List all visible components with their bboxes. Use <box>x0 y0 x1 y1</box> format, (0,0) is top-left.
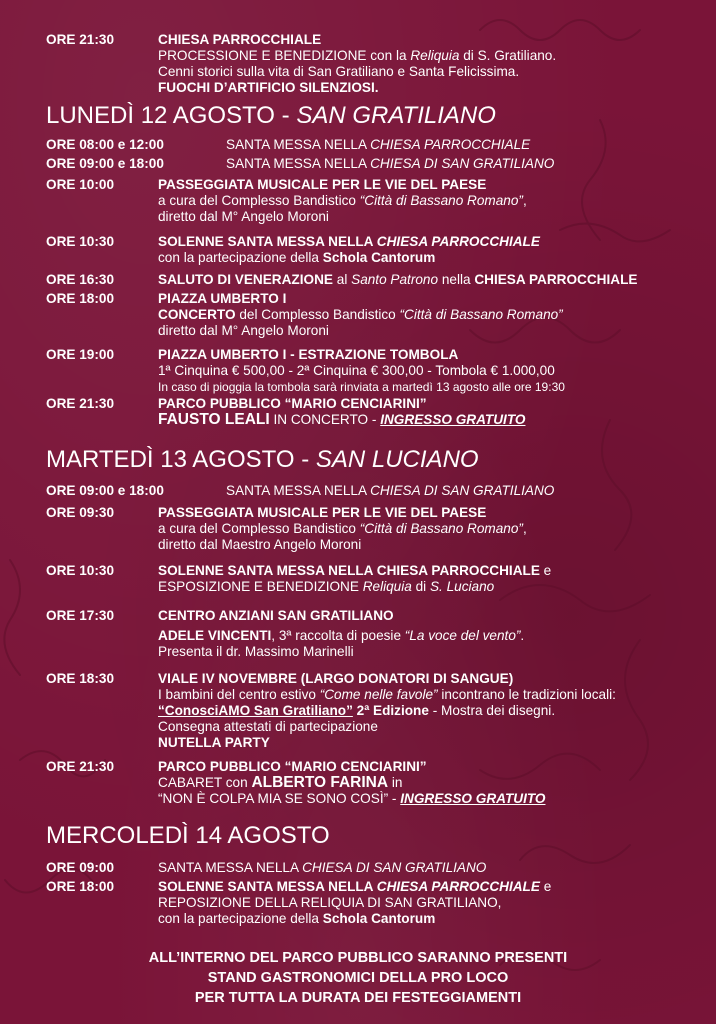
text-segment: 2ª Edizione <box>352 703 429 718</box>
event-line: diretto dal M° Angelo Moroni <box>158 209 329 224</box>
text-segment: PROCESSIONE E BENEDIZIONE con la <box>158 48 411 63</box>
event-line: Consegna attestati di partecipazione <box>158 719 378 734</box>
event-line <box>158 250 540 266</box>
event-title <box>158 563 551 579</box>
text-segment: CHIESA PARROCCHIALE <box>376 879 540 894</box>
event-content <box>158 347 565 395</box>
event-line <box>158 687 616 703</box>
footer-notice <box>0 948 716 1008</box>
event-time: ORE 18:00 <box>46 291 115 306</box>
event-line <box>158 193 527 209</box>
footer-line: PER TUTTA LA DURATA DEI FESTEGGIAMENTI <box>194 990 522 1006</box>
text-segment: , 3ª raccolta di poesie <box>271 628 405 643</box>
event-content <box>226 156 554 172</box>
event-line: FUOCHI D’ARTIFICIO SILENZIOSI. <box>158 80 379 95</box>
text-segment: e <box>539 879 552 894</box>
event-time: ORE 18:00 <box>46 879 115 894</box>
text-segment: a cura del Complesso Bandistico <box>158 521 360 536</box>
event-line: In caso di pioggia la tombola sarà rinviata a martedì 13 agosto alle ore 19:30 <box>158 380 565 394</box>
event-line <box>158 791 545 807</box>
event-content <box>158 671 616 751</box>
event-content <box>158 32 556 96</box>
event-title: PARCO PUBBLICO “MARIO CENCIARINI” <box>158 759 427 774</box>
event-line: NUTELLA PARTY <box>158 735 270 750</box>
event-content <box>158 879 551 927</box>
event-line <box>158 48 556 64</box>
event-title <box>158 234 540 250</box>
event-content <box>158 291 563 339</box>
event-line <box>158 775 545 791</box>
event-time: ORE 21:30 <box>46 396 115 411</box>
text-segment: al <box>332 272 352 287</box>
text-segment: Reliquia <box>410 48 460 63</box>
event-time: ORE 18:30 <box>46 671 115 686</box>
text-segment: CHIESA DI SAN GRATILIANO <box>370 483 555 498</box>
text-segment: SOLENNE SANTA MESSA NELLA CHIESA PARROCCHIALE <box>158 563 540 578</box>
text-segment: “Città di Bassano Romano” <box>359 193 523 208</box>
event-line: Presenta il dr. Massimo Marinelli <box>158 644 354 659</box>
text-segment: , <box>522 521 527 536</box>
text-segment: con la partecipazione della <box>158 911 323 926</box>
event-time: ORE 17:30 <box>46 608 115 623</box>
event-time: ORE 10:30 <box>46 234 115 249</box>
event-time: ORE 21:30 <box>46 759 115 774</box>
event-content <box>158 177 527 225</box>
event-content <box>158 563 551 595</box>
text-segment: “La voce del vento” <box>404 628 521 643</box>
day-heading <box>46 102 496 130</box>
text-segment: CHIESA DI SAN GRATILIANO <box>370 156 555 171</box>
text-segment: S. Luciano <box>429 579 495 594</box>
event-content <box>158 759 545 807</box>
text-segment: . <box>520 628 525 643</box>
event-line: REPOSIZIONE DELLA RELIQUIA DI SAN GRATILIANO, <box>158 895 502 910</box>
text-segment: del Complesso Bandistico <box>235 307 400 322</box>
day-date: MARTEDÌ 13 AGOSTO - <box>46 446 316 473</box>
event-title: PASSEGGIATA MUSICALE PER LE VIE DEL PAESE <box>158 505 487 520</box>
text-segment: con la partecipazione della <box>158 250 323 265</box>
footer-line: STAND GASTRONOMICI DELLA PRO LOCO <box>207 970 509 986</box>
event-title: PIAZZA UMBERTO I <box>158 291 287 306</box>
text-segment: “NON È COLPA MIA SE SONO COSÌ” - <box>158 791 401 806</box>
day-date: MERCOLEDÌ 14 AGOSTO <box>46 822 330 849</box>
text-segment: nella <box>438 272 475 287</box>
text-segment: CHIESA PARROCCHIALE <box>376 234 540 249</box>
event-title: PARCO PUBBLICO “MARIO CENCIARINI” <box>158 396 427 411</box>
text-segment: SOLENNE SANTA MESSA NELLA <box>158 879 377 894</box>
event-time: ORE 09:30 <box>46 505 115 520</box>
event-content <box>158 396 525 428</box>
event-line: diretto dal M° Angelo Moroni <box>158 323 329 338</box>
event-content <box>226 137 530 153</box>
text-segment: e <box>539 563 552 578</box>
event-time: ORE 16:30 <box>46 272 115 287</box>
event-title: CHIESA PARROCCHIALE <box>158 32 322 47</box>
text-segment: in <box>388 775 403 790</box>
text-segment: SANTA MESSA NELLA <box>226 483 371 498</box>
text-segment: CABARET con <box>158 775 252 790</box>
event-time: ORE 19:00 <box>46 347 115 362</box>
event-line <box>158 307 563 323</box>
text-segment: CHIESA PARROCCHIALE <box>370 137 531 152</box>
text-segment: INGRESSO GRATUITO <box>380 412 526 427</box>
text-segment: CHIESA PARROCCHIALE <box>474 272 638 287</box>
event-line <box>158 579 551 595</box>
text-segment: “Città di Bassano Romano” <box>399 307 563 322</box>
footer-line: ALL’INTERNO DEL PARCO PUBBLICO SARANNO PRESENTI <box>148 950 568 966</box>
day-saint: SAN GRATILIANO <box>296 102 496 129</box>
event-line <box>158 628 524 644</box>
text-segment: a cura del Complesso Bandistico <box>158 193 360 208</box>
event-line: Cenni storici sulla vita di San Gratiliano e Santa Felicissima. <box>158 64 520 79</box>
text-segment: “ConosciAMO San Gratiliano” <box>158 703 353 718</box>
text-segment: CONCERTO <box>158 307 236 322</box>
text-segment: “Città di Bassano Romano” <box>359 521 523 536</box>
text-segment: “Come nelle favole” <box>319 687 438 702</box>
text-segment: Reliquia <box>362 579 412 594</box>
text-segment: CHIESA DI SAN GRATILIANO <box>302 860 487 875</box>
text-segment: SALUTO DI VENERAZIONE <box>158 272 333 287</box>
event-title: CENTRO ANZIANI SAN GRATILIANO <box>158 608 394 623</box>
event-content <box>226 483 554 499</box>
event-line: 1ª Cinquina € 500,00 - 2ª Cinquina € 300,00 - Tombola € 1.000,00 <box>158 363 555 378</box>
event-content <box>158 505 527 553</box>
day-date: LUNEDÌ 12 AGOSTO - <box>46 102 297 129</box>
event-content <box>158 272 637 288</box>
event-title: PIAZZA UMBERTO I - ESTRAZIONE TOMBOLA <box>158 347 459 362</box>
text-segment: di S. Gratiliano. <box>459 48 557 63</box>
text-segment: SANTA MESSA NELLA <box>158 860 303 875</box>
text-segment: I bambini del centro estivo <box>158 687 320 702</box>
event-time: ORE 21:30 <box>46 32 115 47</box>
text-segment: di <box>411 579 430 594</box>
text-segment: Santo Patrono <box>351 272 439 287</box>
text-segment: SANTA MESSA NELLA <box>226 156 371 171</box>
day-heading <box>46 446 479 474</box>
event-title <box>158 879 551 895</box>
text-segment: Schola Cantorum <box>322 911 436 926</box>
event-content <box>158 234 540 266</box>
text-segment: FAUSTO LEALI <box>158 411 270 428</box>
event-content <box>158 860 486 876</box>
event-time: ORE 09:00 e 18:00 <box>46 483 164 498</box>
text-segment: SOLENNE SANTA MESSA NELLA <box>158 234 377 249</box>
event-line <box>158 911 551 927</box>
text-segment: ESPOSIZIONE E BENEDIZIONE <box>158 579 363 594</box>
event-line: diretto dal Maestro Angelo Moroni <box>158 537 362 552</box>
event-time: ORE 09:00 e 18:00 <box>46 156 164 171</box>
text-segment: ALBERTO FARINA <box>251 774 389 791</box>
event-time: ORE 10:30 <box>46 563 115 578</box>
event-time: ORE 10:00 <box>46 177 115 192</box>
event-title: VIALE IV NOVEMBRE (LARGO DONATORI DI SANGUE) <box>158 671 514 686</box>
event-time: ORE 08:00 e 12:00 <box>46 137 164 152</box>
event-line <box>158 703 616 719</box>
text-segment: SANTA MESSA NELLA <box>226 137 371 152</box>
text-segment: IN CONCERTO - <box>269 412 381 427</box>
day-heading <box>46 822 330 850</box>
day-saint: SAN LUCIANO <box>315 446 479 473</box>
event-line <box>158 521 527 537</box>
event-line <box>158 412 525 428</box>
event-title: PASSEGGIATA MUSICALE PER LE VIE DEL PAESE <box>158 177 487 192</box>
text-segment: incontrano le tradizioni locali: <box>437 687 616 702</box>
text-segment: Schola Cantorum <box>322 250 436 265</box>
event-content <box>158 608 524 660</box>
text-segment: INGRESSO GRATUITO <box>400 791 546 806</box>
event-time: ORE 09:00 <box>46 860 115 875</box>
text-segment: - Mostra dei disegni. <box>428 703 556 718</box>
text-segment: ADELE VINCENTI <box>158 628 272 643</box>
text-segment: , <box>522 193 527 208</box>
